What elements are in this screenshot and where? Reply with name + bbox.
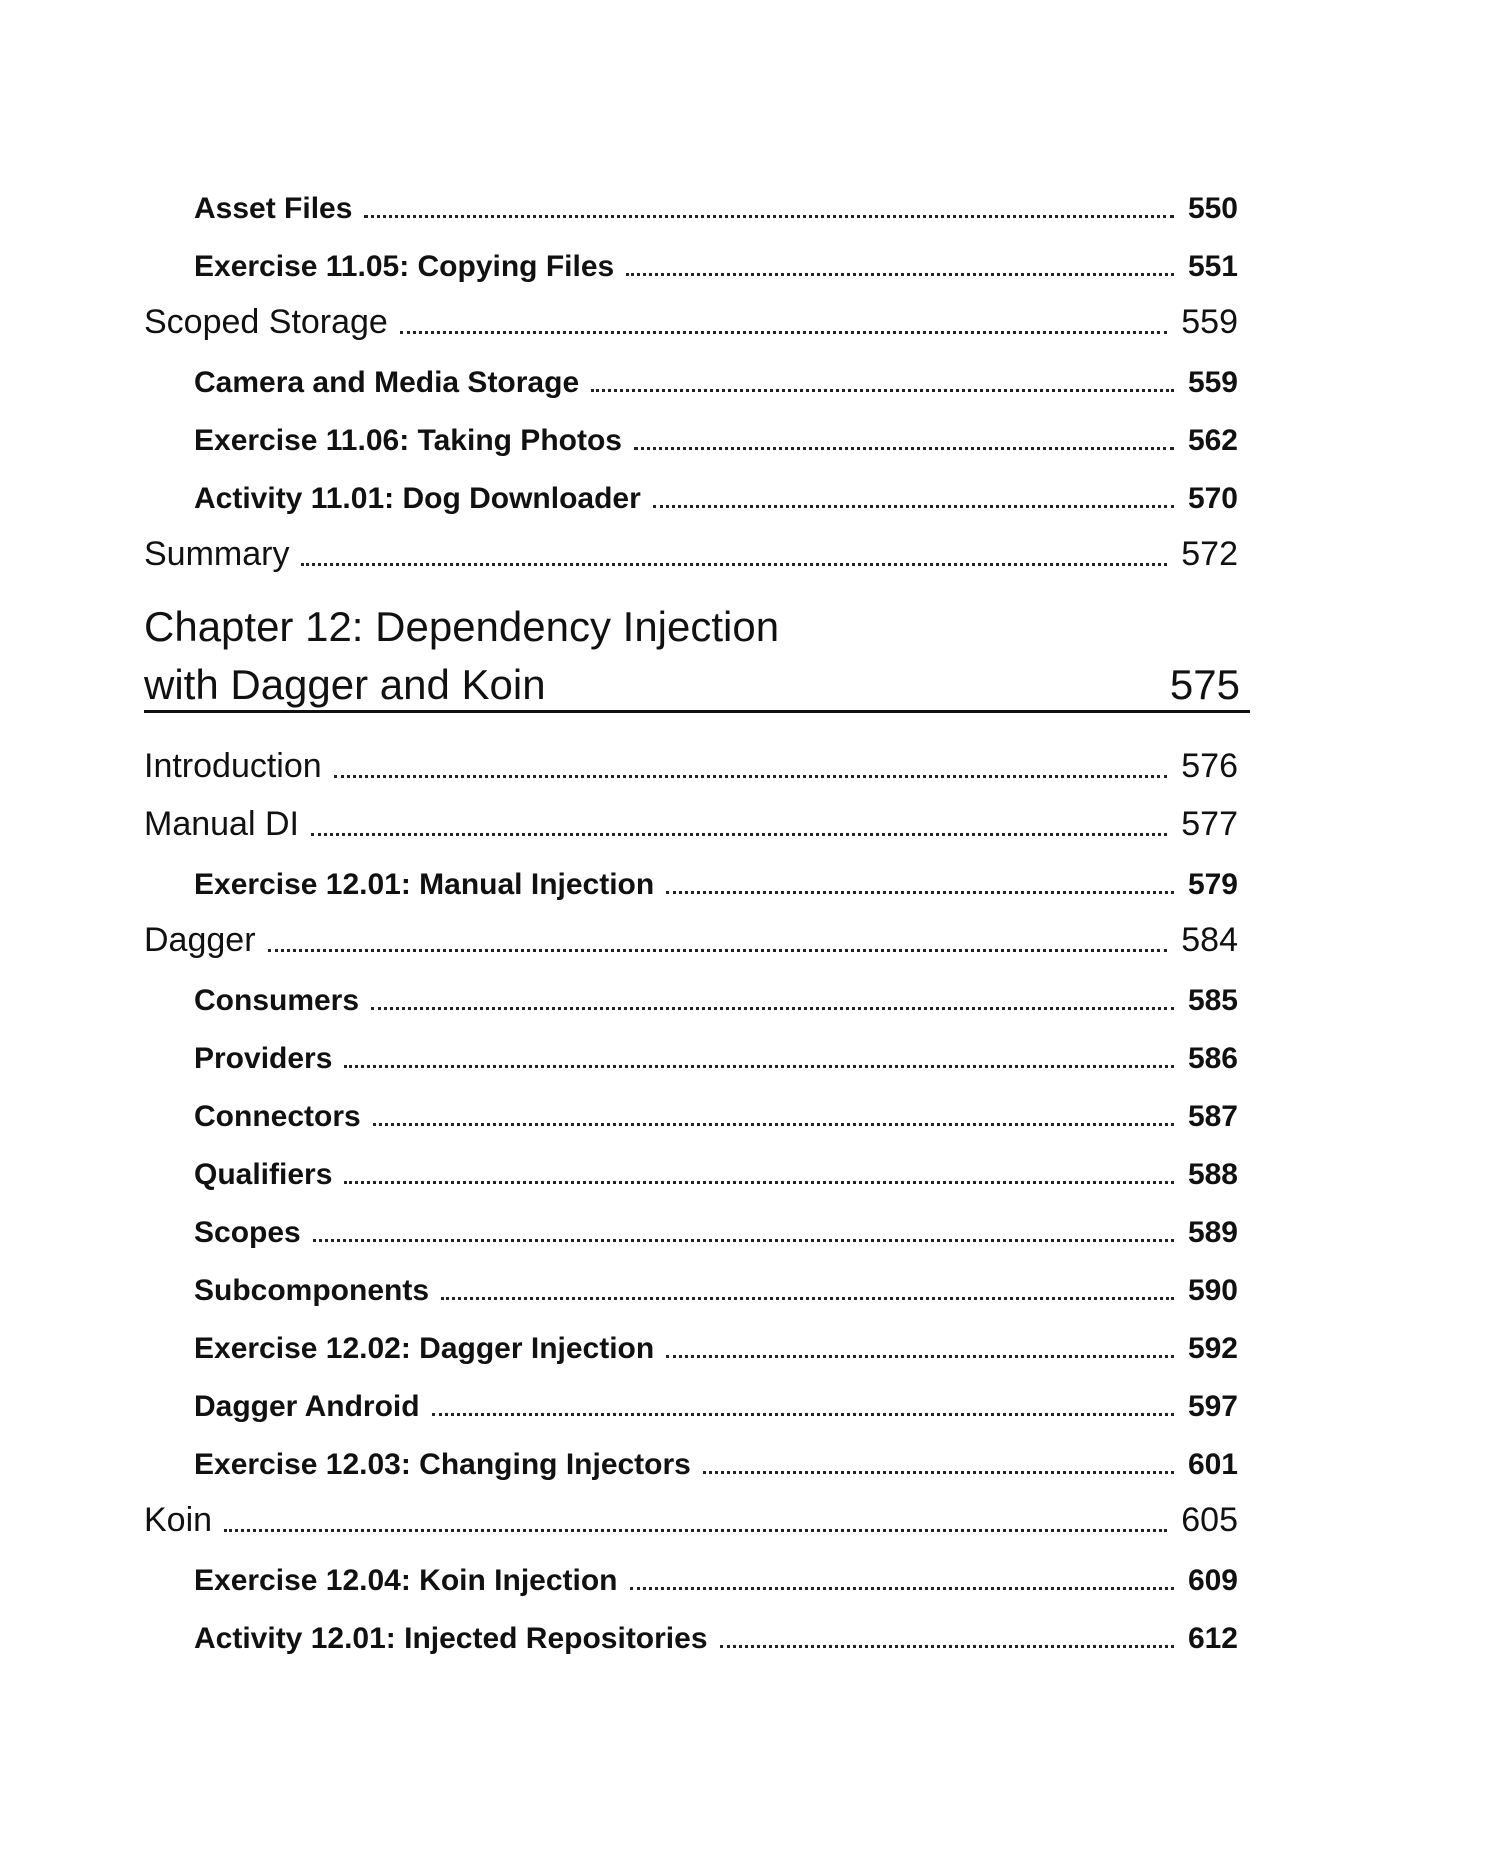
toc-entry-summary bbox=[144, 530, 1238, 574]
toc-entry-title: Exercise 12.02: Dagger Injection bbox=[194, 1332, 655, 1365]
toc-entry-introduction bbox=[144, 742, 1238, 786]
chapter-page: 575 bbox=[1169, 661, 1240, 708]
dot-leader bbox=[311, 833, 1167, 836]
toc-entry-exercise-12-02 bbox=[194, 1322, 1238, 1366]
dot-leader bbox=[666, 891, 1174, 894]
toc-entry-activity-11-01 bbox=[194, 472, 1238, 516]
toc-entry-title: Consumers bbox=[194, 984, 360, 1017]
toc-entry-exercise-12-03 bbox=[194, 1438, 1238, 1482]
toc-entry-title: Introduction bbox=[144, 747, 322, 785]
toc-entry-page: 577 bbox=[1181, 805, 1238, 843]
toc-entry-title: Activity 12.01: Injected Repositories bbox=[194, 1622, 708, 1655]
toc-entry-title: Qualifiers bbox=[194, 1158, 333, 1191]
toc-entry-page: 576 bbox=[1181, 747, 1238, 785]
toc-entry-page: 605 bbox=[1181, 1501, 1238, 1539]
toc-entry-page: 559 bbox=[1187, 366, 1238, 399]
toc-entry-page: 585 bbox=[1187, 984, 1238, 1017]
toc-entry-scopes bbox=[194, 1206, 1238, 1250]
toc-entry-title: Camera and Media Storage bbox=[194, 366, 580, 399]
toc-entry-title: Exercise 11.05: Copying Files bbox=[194, 250, 615, 283]
toc-entry-providers bbox=[194, 1032, 1238, 1076]
dot-leader bbox=[634, 447, 1174, 450]
dot-leader bbox=[344, 1065, 1174, 1068]
dot-leader bbox=[344, 1181, 1174, 1184]
toc-entry-page: 597 bbox=[1187, 1390, 1238, 1423]
toc-entry-asset-files bbox=[194, 182, 1238, 226]
toc-entry-dagger bbox=[144, 916, 1238, 960]
dot-leader bbox=[703, 1471, 1174, 1474]
toc-entry-title: Summary bbox=[144, 535, 290, 573]
toc-entry-page: 592 bbox=[1187, 1332, 1238, 1365]
toc-entry-page: 586 bbox=[1187, 1042, 1238, 1075]
toc-entry-title: Providers bbox=[194, 1042, 333, 1075]
toc-entry-page: 579 bbox=[1187, 868, 1238, 901]
dot-leader bbox=[371, 1007, 1174, 1010]
chapter-title-line2-row bbox=[144, 656, 1250, 714]
toc-entry-title: Exercise 12.03: Changing Injectors bbox=[194, 1448, 691, 1481]
dot-leader bbox=[224, 1529, 1167, 1532]
dot-leader bbox=[432, 1413, 1174, 1416]
toc-entry-title: Exercise 11.06: Taking Photos bbox=[194, 424, 622, 457]
toc-entry-title: Connectors bbox=[194, 1100, 361, 1133]
toc-entry-title: Subcomponents bbox=[194, 1274, 430, 1307]
dot-leader bbox=[626, 273, 1174, 276]
toc-entry-page: 562 bbox=[1187, 424, 1238, 457]
toc-entry-title: Scoped Storage bbox=[144, 303, 388, 341]
toc-entry-page: 551 bbox=[1187, 250, 1238, 283]
toc-entry-scoped-storage bbox=[144, 298, 1238, 342]
toc-entry-koin bbox=[144, 1496, 1238, 1540]
toc-entry-page: 584 bbox=[1181, 921, 1238, 959]
toc-entry-page: 570 bbox=[1187, 482, 1238, 515]
toc-entry-camera-media-storage bbox=[194, 356, 1238, 400]
toc-entry-connectors bbox=[194, 1090, 1238, 1134]
toc-entry-exercise-12-04 bbox=[194, 1554, 1238, 1598]
dot-leader bbox=[400, 331, 1167, 334]
toc-entry-qualifiers bbox=[194, 1148, 1238, 1192]
toc-entry-title: Dagger Android bbox=[194, 1390, 420, 1423]
toc-entry-title: Manual DI bbox=[144, 805, 299, 843]
toc-entry-page: 550 bbox=[1187, 192, 1238, 225]
toc-entry-title: Scopes bbox=[194, 1216, 301, 1249]
toc-entry-title: Dagger bbox=[144, 921, 256, 959]
dot-leader bbox=[441, 1297, 1174, 1300]
dot-leader bbox=[364, 215, 1174, 218]
toc-entry-exercise-12-01 bbox=[194, 858, 1238, 902]
dot-leader bbox=[373, 1123, 1174, 1126]
toc-entry-page: 590 bbox=[1187, 1274, 1238, 1307]
toc-entry-page: 559 bbox=[1181, 303, 1238, 341]
toc-entry-title: Koin bbox=[144, 1501, 213, 1539]
toc-entry-exercise-11-05 bbox=[194, 240, 1238, 284]
dot-leader bbox=[313, 1239, 1174, 1242]
toc-entry-title: Asset Files bbox=[194, 192, 353, 225]
toc-entry-page: 601 bbox=[1187, 1448, 1238, 1481]
toc-entry-consumers bbox=[194, 974, 1238, 1018]
toc-entry-page: 609 bbox=[1187, 1564, 1238, 1597]
toc-entry-page: 589 bbox=[1187, 1216, 1238, 1249]
dot-leader bbox=[268, 949, 1168, 952]
dot-leader bbox=[720, 1645, 1174, 1648]
dot-leader bbox=[334, 775, 1168, 778]
toc-entry-page: 587 bbox=[1187, 1100, 1238, 1133]
toc-entry-title: Exercise 12.01: Manual Injection bbox=[194, 868, 655, 901]
chapter-title-line2: with Dagger and Koin bbox=[144, 661, 546, 708]
toc-entry-page: 572 bbox=[1181, 535, 1238, 573]
dot-leader bbox=[666, 1355, 1174, 1358]
dot-leader bbox=[591, 389, 1174, 392]
chapter-title-line1: Chapter 12: Dependency Injection bbox=[144, 603, 780, 650]
toc-entry-manual-di bbox=[144, 800, 1238, 844]
dot-leader bbox=[301, 563, 1167, 566]
toc-entry-subcomponents bbox=[194, 1264, 1238, 1308]
toc-entry-activity-12-01 bbox=[194, 1612, 1238, 1656]
toc-entry-title: Exercise 12.04: Koin Injection bbox=[194, 1564, 618, 1597]
toc-entry-dagger-android bbox=[194, 1380, 1238, 1424]
dot-leader bbox=[653, 505, 1174, 508]
toc-entry-page: 612 bbox=[1187, 1622, 1238, 1655]
toc-entry-exercise-11-06 bbox=[194, 414, 1238, 458]
toc-entry-page: 588 bbox=[1187, 1158, 1238, 1191]
chapter-divider bbox=[144, 710, 1250, 713]
dot-leader bbox=[630, 1587, 1174, 1590]
chapter-heading bbox=[144, 598, 1250, 714]
toc-entry-title: Activity 11.01: Dog Downloader bbox=[194, 482, 641, 515]
